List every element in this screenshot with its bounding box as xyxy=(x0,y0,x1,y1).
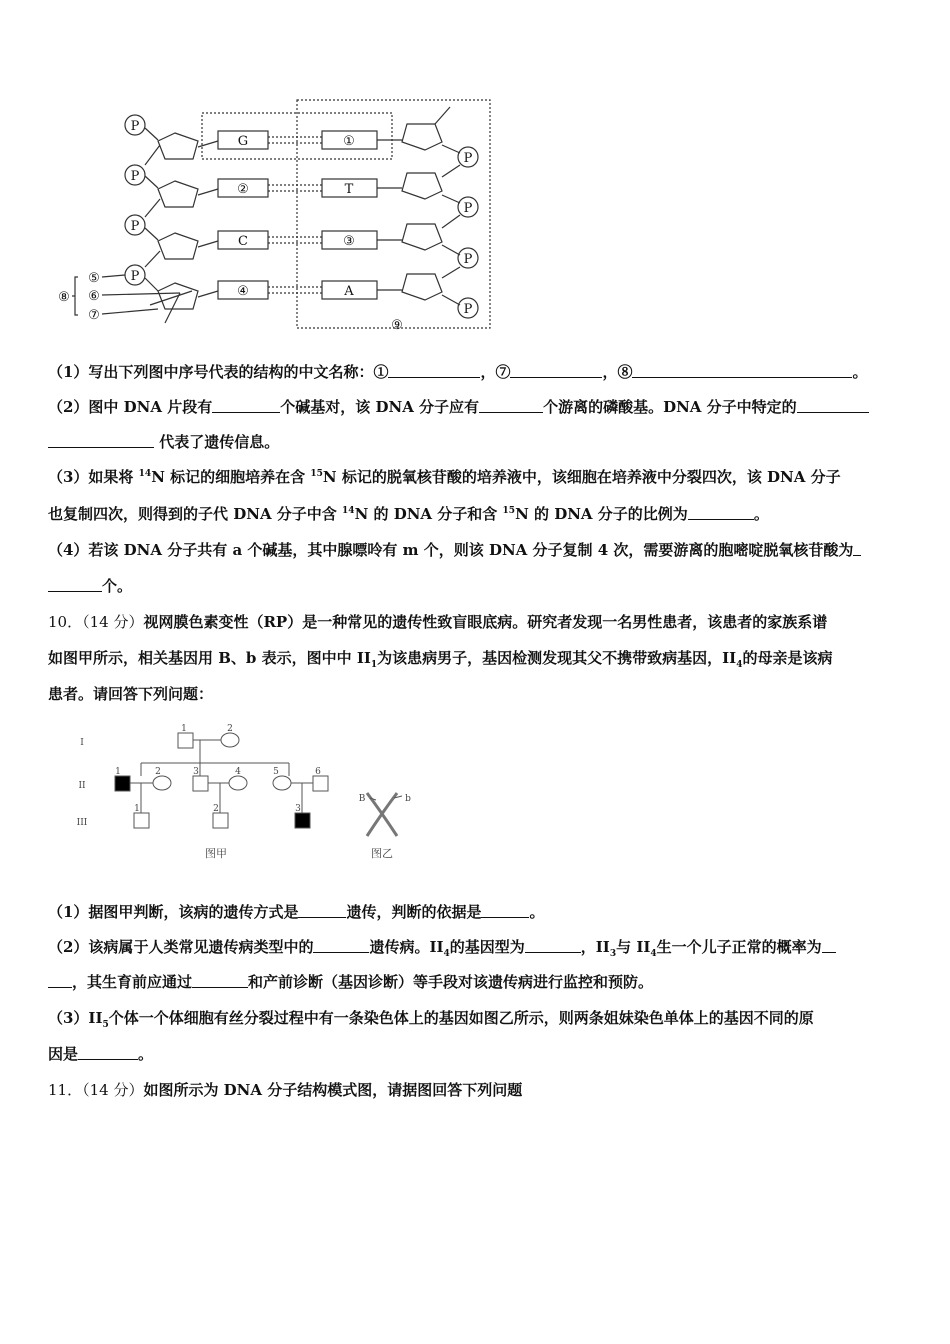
ind-label: 4 xyxy=(235,767,241,777)
q9-part3-cont: 也复制四次，则得到的子代 DNA 分子中含 $^{14}$N 的 DNA 分子和含 $^{15}$N 的 DNA 分子的比例为 。 xyxy=(48,505,769,523)
label-5: ⑤ xyxy=(88,271,100,286)
ind-label: 2 xyxy=(213,804,219,814)
q9-part1: （1）写出下列图中序号代表的结构的中文名称：① ，⑦ ，⑧ 。 xyxy=(48,363,868,381)
right-base: T xyxy=(344,182,354,197)
dna-structure-figure xyxy=(50,95,500,340)
ind-label: 5 xyxy=(273,767,279,777)
q11-intro: 11．（14 分）如图所示为 DNA 分子结构模式图，请据图回答下列问题 xyxy=(48,1081,523,1099)
q10-intro-3: 患者。请回答下列问题： xyxy=(48,685,214,703)
ind-label: 6 xyxy=(315,767,321,777)
caption-b: 图乙 xyxy=(371,847,393,860)
gen-label-II: II xyxy=(78,781,86,791)
caption-a: 图甲 xyxy=(205,847,227,860)
label-8: ⑧ xyxy=(58,290,70,305)
allele-B: B xyxy=(358,794,366,804)
pedigree-figure xyxy=(70,718,430,868)
left-base: ② xyxy=(237,182,249,197)
left-base: ④ xyxy=(237,284,249,299)
q9-part3: （3）如果将 $^{14}$N 标记的细胞培养在含 $^{15}$N 标记的脱氧核苷酸的培养液中，该细胞在培养液中分裂四次，该 DNA 分子 xyxy=(48,468,841,486)
left-base: G xyxy=(237,134,249,149)
phosphate-label: P xyxy=(463,201,473,216)
ind-label: 1 xyxy=(115,767,121,777)
ind-label: 1 xyxy=(134,804,140,814)
q10-part2: （2）该病属于人类常见遗传病类型中的 遗传病。$II_4$的基因型为 ，$II_3$与 $II_4$生一个儿子正常的概率为 xyxy=(48,937,910,957)
q9-part4: （4）若该 DNA 分子共有 a 个碱基，其中腺嘌呤有 m 个，则该 DNA 分子复制 4 次，需要游离的胞嘧啶脱氧核苷酸为 xyxy=(48,540,910,560)
gen-label-I: I xyxy=(80,738,84,748)
phosphate-label: P xyxy=(463,302,473,317)
q10-part2-cont: ，其生育前应通过 和产前诊断（基因诊断）等手段对该遗传病进行监控和预防。 xyxy=(48,972,910,992)
ind-label: 3 xyxy=(295,804,301,814)
label-6: ⑥ xyxy=(88,289,100,304)
phosphate-label: P xyxy=(130,169,140,184)
q10-intro: 10．（14 分）视网膜色素变性（RP）是一种常见的遗传性致盲眼底病。研究者发现一名男性患者，该患者的家族系谱 xyxy=(48,613,828,631)
label-7: ⑦ xyxy=(88,308,100,323)
q10-intro-2: 如图甲所示，相关基因用 B、b 表示，图中中 $II_1$为该患病男子，基因检测发现其父不携带致病基因，$II_4$的母亲是该病 xyxy=(48,649,833,670)
allele-b: b xyxy=(405,794,411,804)
ind-label: 2 xyxy=(227,724,233,734)
right-base: ③ xyxy=(343,234,355,249)
phosphate-label: P xyxy=(130,219,140,234)
ind-label: 3 xyxy=(193,767,199,777)
right-base: A xyxy=(344,284,354,299)
phosphate-label: P xyxy=(463,252,473,267)
gen-label-III: III xyxy=(76,818,88,828)
phosphate-label: P xyxy=(130,119,140,134)
phosphate-label: P xyxy=(130,269,140,284)
ind-label: 1 xyxy=(181,724,187,734)
q10-part3: $(3)II_5$个体一个体细胞有丝分裂过程中有一条染色体上的基因如图乙所示，则两条姐妹染色单体上的基因不同的原 xyxy=(48,1009,814,1030)
q9-part4-cont: 个。 xyxy=(48,576,910,596)
q9-part2: （2）图中 DNA 片段有 个碱基对，该 DNA 分子应有 个游离的磷酸基。DNA 分子中特定的 xyxy=(48,397,910,417)
q9-part2-cont: 代表了遗传信息。 xyxy=(48,432,910,452)
label-9: ⑨ xyxy=(391,318,403,333)
q10-part1: （1）据图甲判断，该病的遗传方式是 遗传，判断的依据是 。 xyxy=(48,903,545,921)
right-base: ① xyxy=(343,134,355,149)
q10-part3-cont: 因是 。 xyxy=(48,1045,154,1063)
ind-label: 2 xyxy=(155,767,161,777)
phosphate-label: P xyxy=(463,151,473,166)
left-base: C xyxy=(238,234,248,249)
